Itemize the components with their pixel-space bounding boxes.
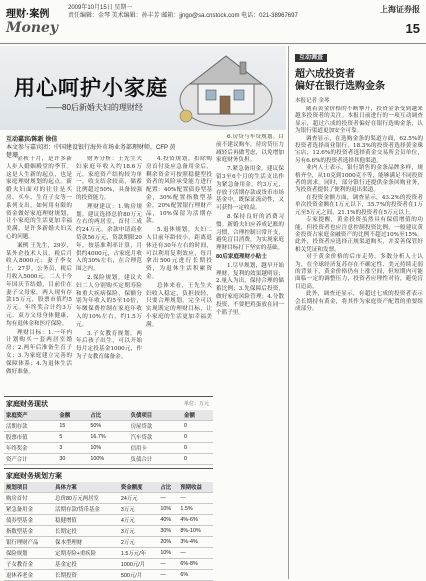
column-header: 规划项目 [4, 482, 53, 493]
column-header: 家庭资产 [4, 410, 57, 421]
byline-authors: 互动嘉宾/陈新 徐佳 [6, 137, 58, 143]
column-header: 金额 [57, 410, 88, 421]
sidebar-paragraph: 在投资金额方面，调查显示，43.2%的投资者单次投资金额在1万元以下，35.7%的投资者在1万元至5万元之间，21.1%的投资者在5万元以上。 [295, 194, 423, 216]
table-row [4, 515, 213, 526]
table-cell: — [158, 559, 178, 570]
issue-date: 2009年10月15日 星期一 [68, 5, 133, 11]
article-paragraph: 案例 王先生，29岁，某外企技术人员，税后月收入8000元；妻子李女士，27岁，公务员，税后月收入5000元。二人于今年国庆节结婚，目前住在妻子父母家。两人现有存款15万元，股票市值约5万元。年终奖合计约3万元。双方父母身体健康，均有退休金和医疗保险。 [6, 242, 72, 327]
table-cell: 0 [182, 421, 213, 432]
table-cell: 10% [88, 443, 128, 454]
tips-heading: 80后家庭理财小贴士 [216, 253, 267, 260]
table-cell: 10% [158, 504, 178, 515]
table-cell: 3%-4% [178, 537, 213, 548]
table-cell: 负债合计 [129, 454, 182, 465]
table-row [4, 526, 213, 537]
sidebar-byline: 本报记者 金琴 [295, 98, 330, 104]
sub-headline: ——80后新婚夫妇的理财经 [46, 103, 143, 112]
table-unit: 单位：万元 [183, 401, 209, 407]
table-row [4, 548, 213, 559]
house-door [220, 96, 230, 114]
house-window-left [206, 90, 216, 100]
table-cell: 股票市值 [4, 432, 57, 443]
sidebar-paragraph: 随着黄金价格的不断攀升，投资金条受到越来越多投资者的关注。本报日前进行的一项互动调查显示，超过六成的投资者偏好在银行选购金条，认为银行渠道更加安全可靠。 [295, 106, 423, 135]
article-paragraph: 1.尽早规划，越早开始理财，复利的效果越明显；2.量入为出，保持合理的储蓄比例；3.先保障后投资，做好家庭风险管理；4.分散投资，不要把鸡蛋放在同一个篮子里。 [216, 262, 284, 316]
table-cell: 16.7% [88, 432, 128, 443]
article-paragraph: 7.紧急备用金。建议保留3至6个月的生活支出作为紧急备用金，约3万元，存放于活期存款或货币市场基金中，既保证流动性，又可获得一定收益。 [216, 166, 284, 212]
table-header-row [4, 482, 213, 493]
sidebar-paragraph: 对于黄金价格的后市走势，多数分析人士认为，在全球经济复苏存在不确定性、美元持续走弱的背景下，黄金价格仍有上涨空间，但短期内可能面临一定的调整压力，投资者应理性对待，避免盲目追高。 [295, 254, 423, 290]
table-cell: 0 [182, 432, 213, 443]
table-cell: 0 [182, 443, 213, 454]
article-paragraph: 5.退休规划。夫妇二人目前年龄较小，距离退休还有30年左右的时间，可以利用复利效应，每月拿出500元进行长期投资，为退休生活积累资金。 [146, 227, 212, 280]
table-cell: 1.5% [178, 504, 213, 515]
table-cell: — [158, 570, 178, 581]
table-title: 家庭财务规划方案 [6, 473, 62, 480]
article-paragraph: 8.保持良好的消费习惯。新婚夫妇应养成记账的习惯，合理控制日常开支，避免盲目消费，为实现家庭理财目标打下坚实的基础。 [216, 213, 284, 252]
column-header: 占比 [158, 482, 178, 493]
table-cell: 总价80万元两居室 [53, 493, 119, 504]
table-cell: 15 [57, 421, 88, 432]
table-cell: 0 [182, 454, 213, 465]
house-roof [190, 56, 262, 84]
article-column-3 [146, 156, 212, 392]
table-title: 家庭财务现状 [6, 401, 48, 408]
table-cell: 10% [158, 548, 178, 559]
article-paragraph: 2.保险规划。建议夫妇二人分别购买定期寿险和重大疾病保险，保额分别为年收入的5至10倍，年缴保费控制在家庭年收入的10%左右，约1.5万元。 [76, 274, 142, 328]
table-cell: — [178, 493, 213, 504]
table [4, 410, 213, 465]
table-cell: 长期投资 [53, 570, 119, 581]
table-cell: 1000元/月 [119, 559, 158, 570]
table-cell: 指数型基金 [4, 526, 53, 537]
table-cell: 6%-8% [178, 559, 213, 570]
table-cell: 信用卡 [129, 443, 182, 454]
table-cell: 房屋贷款 [129, 421, 182, 432]
table-row [4, 421, 213, 432]
table-cell: 银行理财产品 [4, 537, 53, 548]
page-header [0, 0, 426, 44]
table-cell: 债券型基金 [4, 515, 53, 526]
table-cell: 年终奖金 [4, 443, 57, 454]
coin-icon [180, 110, 192, 122]
column-header: 金额 [182, 410, 213, 421]
table-cell: 紧急备用金 [4, 504, 53, 515]
table-cell: 30 [57, 454, 88, 465]
table-cell: 1.5万元/年 [119, 548, 158, 559]
sidebar-paragraph: 专家提醒，黄金投资虽然具有保值增值的功能，但投资者也应注意控制投资比例，一般建议黄金投资占家庭金融资产的比例不超过10%至15%。此外，投资者应选择正规渠道购买，并妥善保管好相关凭证和发票。 [295, 217, 423, 253]
table-cell: 500元/月 [119, 570, 158, 581]
column-header: 资金额度 [119, 482, 158, 493]
column-header: 占比 [88, 410, 128, 421]
sidebar-paragraph: 调查显示，在选购金条的渠道方面，62.5%的投资者选择商业银行，18.3%的投资者选择黄金珠宝店，12.6%的投资者选择黄金交易所会员单位，另有6.6%的投资者选择其他渠道。 [295, 135, 423, 164]
column-header: 负债项目 [129, 410, 182, 421]
column-header: 预期收益 [178, 482, 213, 493]
table-cell: 4%-6% [178, 515, 213, 526]
article-paragraph: 6.房贷与车贷规划。目前不建议购车，待房贷压力减轻后再做考虑，以免增加家庭财务负担。 [216, 134, 284, 164]
table-cell: 基金定投 [53, 559, 119, 570]
house-window-right [234, 90, 244, 100]
article-paragraph: 3.子女教育规划。两年后孩子出生，可以开始每月定投基金1000元，作为子女教育储备金。 [76, 330, 142, 360]
table-row [4, 559, 213, 570]
table-cell: 长期定投 [53, 526, 119, 537]
table-row [4, 443, 213, 454]
sidebar-title-line2: 偏好在银行选购金条 [295, 81, 385, 92]
sidebar-paragraph: 业内人士表示，银行销售的金条品牌多样，规格齐全，从10克到1000克不等，能够满足不同投资者的需求。同时，部分银行还提供金条回购业务，为投资者提供了便利的退出渠道。 [295, 165, 423, 194]
table-cell: 活期存款 [4, 421, 57, 432]
table-cell: 40% [158, 515, 178, 526]
table-cell: 6% [178, 570, 213, 581]
chimney [240, 62, 246, 74]
article-paragraph: 理财建议：1.购房规划。建议选择总价80万元左右的两居室，首付三成约24万元，余款申请商业贷款56万元，贷款期限20年，按基准利率计算，月供约4000元，占家庭月收入的30%左右，在合理范围之内。 [76, 203, 142, 273]
table-cell: 稳健增值 [53, 515, 119, 526]
table-cell: 8%-10% [178, 526, 213, 537]
sidebar-label: 互动调查 [295, 54, 327, 62]
article-column-1 [6, 156, 72, 392]
table-row [4, 432, 213, 443]
page-number: 15 [405, 21, 420, 36]
table-cell: 100% [88, 454, 128, 465]
financial-status-table [4, 396, 213, 465]
table-cell: 保本型理财 [53, 537, 119, 548]
table-row [4, 454, 213, 465]
table-header-row [4, 410, 213, 421]
table-cell: 3 [57, 443, 88, 454]
table-cell: 购房首付 [4, 493, 53, 504]
table-row [4, 493, 213, 504]
article-paragraph: 金秋十月，是许多新人步入婚姻殿堂的季节。这是人生新的起点，也是家庭理财规划的起点。新婚夫妇面对的往往是买房、买车、生育子女等一系列支出，如何用有限的资金做好家庭理财规划，让小家庭的生活更加幸福美满，是许多新婚夫妇关心的问题。 [6, 156, 72, 240]
article-column-2 [76, 156, 142, 392]
financial-plan-table [4, 468, 213, 581]
table-cell: 2万元 [119, 537, 158, 548]
table-cell: 24万元 [119, 493, 158, 504]
issue-info [68, 4, 298, 20]
article-paragraph: 财务分析：王先生夫妇家庭年收入约18.6万元，家庭资产结构较为单一，收支结余较高，储蓄比例超过50%，具备较强的投资能力。 [76, 156, 142, 201]
article-column-4 [216, 134, 284, 574]
editor-line: 责任编辑：金琴 美术编辑：孙丰芳 邮箱：jjngo@sa.cnstock.com 电话：021-38967697 [68, 13, 298, 19]
headline: 用心呵护小家庭 [14, 77, 168, 100]
table-row [4, 537, 213, 548]
sidebar-title-line1: 超六成投资者 [295, 69, 355, 80]
table-cell: 30% [158, 526, 178, 537]
table [4, 482, 213, 581]
table-cell: 定期寿险+重疾险 [53, 548, 119, 559]
table-cell: 资产合计 [4, 454, 57, 465]
sidebar-paragraph: 此外，调查还显示，有超过七成的投资者表示会长期持有黄金，将其作为家庭资产配置的重要组成部分。 [295, 291, 423, 312]
table-cell: — [178, 548, 213, 559]
table-cell: 保险规划 [4, 548, 53, 559]
sidebar-article [288, 46, 426, 579]
table-row [4, 504, 213, 515]
piggy-house-illustration [168, 50, 280, 132]
table-cell: 汽车贷款 [129, 432, 182, 443]
sidebar-body [295, 106, 423, 574]
byline-participants: 本文参与嘉宾团：中国建设银行海外市场业务部理财师，CFP 黄楚珊 [6, 145, 176, 159]
table-cell: 子女教育金 [4, 559, 53, 570]
paper-name: 上海证券报 [380, 4, 420, 14]
table-cell: — [158, 493, 178, 504]
table-cell: 4万元 [119, 515, 158, 526]
table-cell: 活期存款/货币基金 [53, 504, 119, 515]
table-cell: 退休养老金 [4, 570, 53, 581]
table-cell: 20% [158, 537, 178, 548]
table-cell: 5 [57, 432, 88, 443]
table-cell: 3万元 [119, 526, 158, 537]
table-cell: 3万元 [119, 504, 158, 515]
article-paragraph: 总体来看，王先生夫妇收入稳定，负担较轻，只要合理规划，完全可以实现既定的理财目标，让小家庭的生活更加幸福美满。 [146, 282, 212, 328]
table-cell: 50% [88, 421, 128, 432]
article-paragraph: 4.投资规划。扣除购房首付及应急备用金后，剩余资金可按照稳健型投资者的风险承受能力进行配置：40%配置债券型基金，30%配置指数型基金，20%配置银行理财产品，10%保留为活期存款。 [146, 156, 212, 225]
column-header: 具体方案 [53, 482, 119, 493]
section-title: 理财·案例 [6, 9, 50, 20]
article-paragraph: 理财目标：1.一年内计划购买一套两居室婚房；2.两年后准备生育子女；3.为家庭建立完善的保障体系；4.为退休生活做好准备。 [6, 329, 72, 375]
money-masthead: Money [6, 20, 59, 36]
